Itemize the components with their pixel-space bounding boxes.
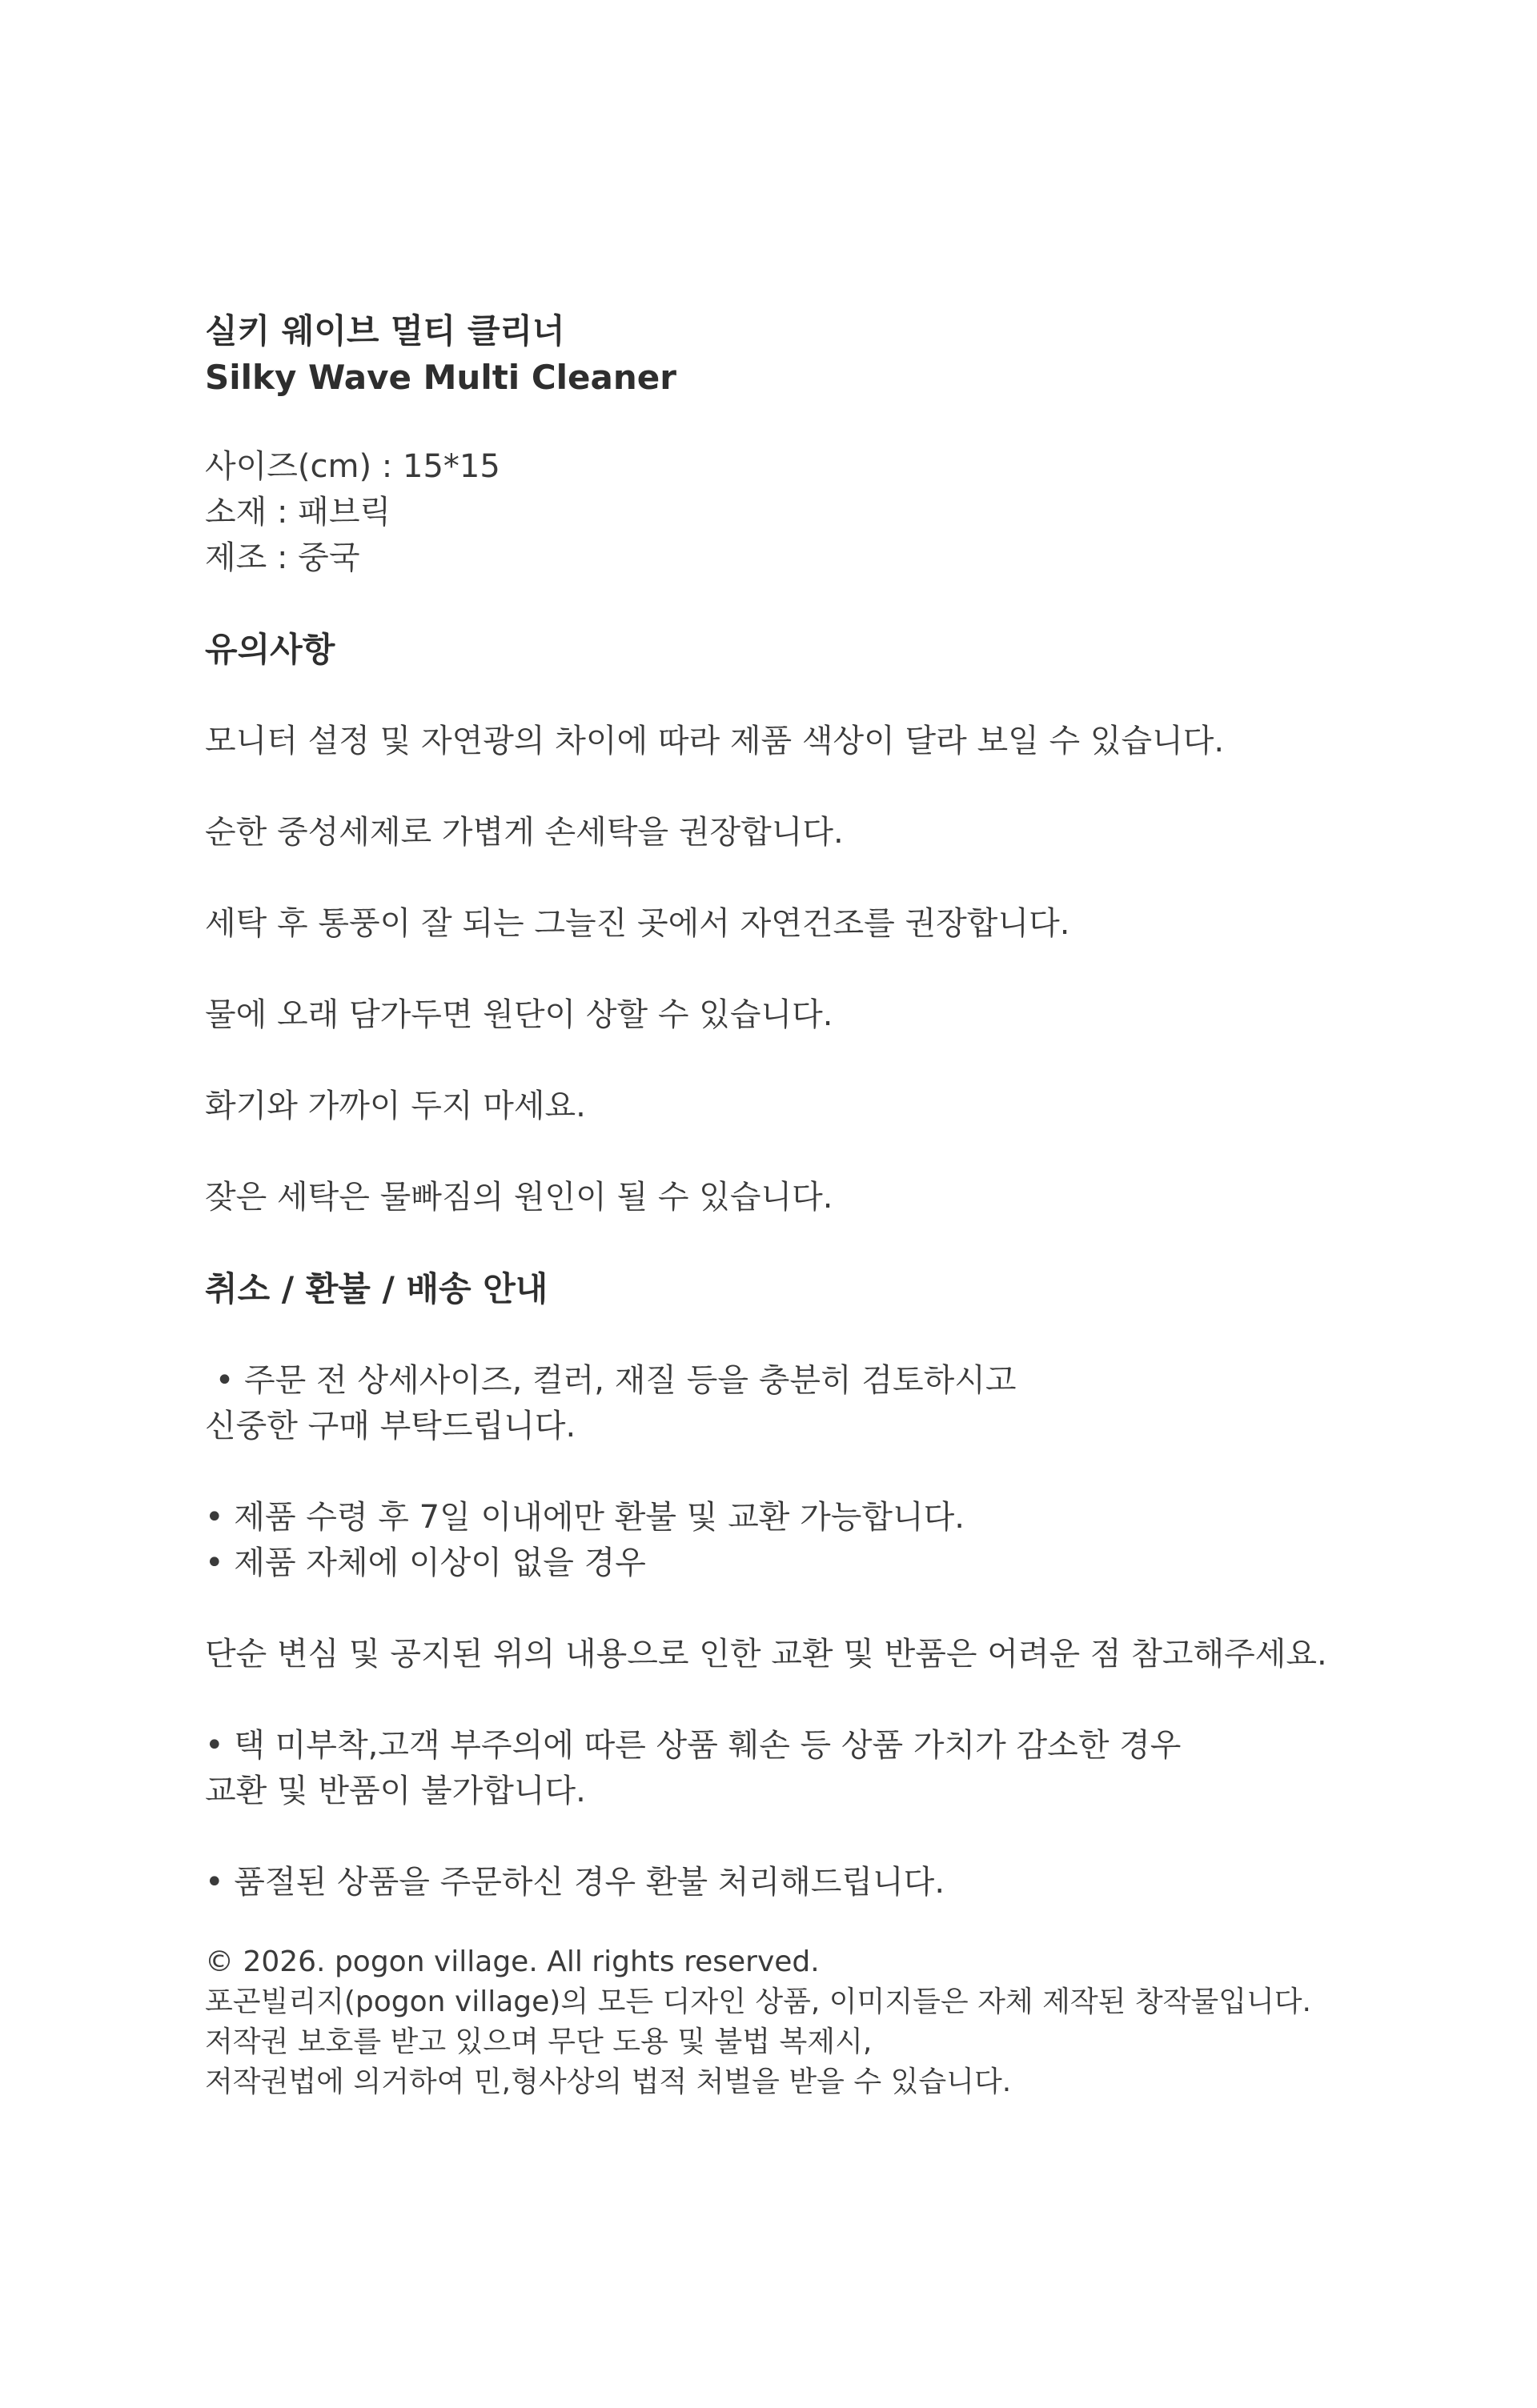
copyright-line: 저작권 보호를 받고 있으며 무단 도용 및 불법 복제시,	[205, 2025, 873, 2058]
refund-heading: 취소 / 환불 / 배송 안내	[205, 1269, 548, 1308]
cautions-section	[205, 627, 1406, 1220]
refund-line: • 품절된 상품을 주문하신 경우 환불 처리해드립니다.	[205, 1864, 945, 1901]
refund-line: 교환 및 반품이 불가합니다.	[205, 1773, 586, 1809]
refund-section	[205, 1266, 1406, 1905]
refund-line: • 주문 전 상세사이즈, 컬러, 재질 등을 충분히 검토하시고	[205, 1362, 1017, 1399]
refund-line: 단순 변심 및 공지된 위의 내용으로 인한 교환 및 반품은 어려운 점 참고해주세요.	[205, 1636, 1327, 1673]
refund-line: 신중한 구매 부탁드립니다.	[205, 1408, 576, 1444]
product-specs	[205, 444, 1406, 581]
caution-item: 물에 오래 담가두면 원단이 상할 수 있습니다.	[205, 996, 833, 1033]
copyright-line: © 2026. pogon village. All rights reserved.	[205, 1945, 820, 1978]
spec-origin: 제조 : 중국	[205, 539, 360, 576]
product-title-korean: 실키 웨이브 멀티 클리너	[205, 311, 565, 351]
caution-item: 잦은 세탁은 물빠짐의 원인이 될 수 있습니다.	[205, 1179, 833, 1216]
caution-item: 세탁 후 통풍이 잘 되는 그늘진 곳에서 자연건조를 권장합니다.	[205, 905, 1070, 942]
copyright-line: 저작권법에 의거하여 민,형사상의 법적 처벌을 받을 수 있습니다.	[205, 2065, 1012, 2098]
cautions-heading: 유의사항	[205, 630, 335, 669]
product-title	[205, 308, 1406, 401]
spec-material: 소재 : 패브릭	[205, 494, 391, 531]
copyright-line: 포곤빌리지(pogon village)의 모든 디자인 상품, 이미지들은 자체 제작된 창작물입니다.	[205, 1985, 1311, 2018]
caution-item: 화기와 가까이 두지 마세요.	[205, 1088, 586, 1124]
caution-item: 순한 중성세제로 가볍게 손세탁을 권장합니다.	[205, 814, 844, 851]
product-detail-text	[205, 308, 1406, 2102]
refund-line: • 제품 자체에 이상이 없을 경우	[205, 1545, 646, 1581]
copyright-footer	[205, 1942, 1406, 2102]
refund-line: • 택 미부착,고객 부주의에 따른 상품 훼손 등 상품 가치가 감소한 경우	[205, 1727, 1182, 1764]
refund-line: • 제품 수령 후 7일 이내에만 환불 및 교환 가능합니다.	[205, 1499, 965, 1536]
spec-size: 사이즈(cm) : 15*15	[205, 448, 500, 485]
caution-item: 모니터 설정 및 자연광의 차이에 따라 제품 색상이 달라 보일 수 있습니다.	[205, 723, 1225, 759]
product-title-english: Silky Wave Multi Cleaner	[205, 358, 676, 397]
